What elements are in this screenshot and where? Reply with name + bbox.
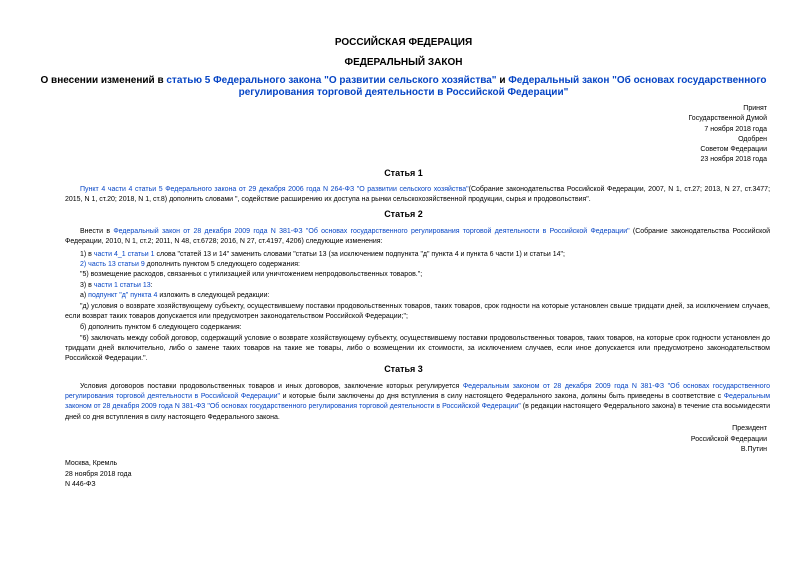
item-1-link[interactable]: части 4_1 статьи 1 xyxy=(93,251,155,258)
signature-country: Российской Федерации xyxy=(690,435,767,443)
article-3-text-1: Условия договоров поставки продовольственных товаров и иных договоров, заключение которых регулируется xyxy=(80,383,463,390)
title-prefix: О внесении изменений в xyxy=(40,75,167,86)
item-3-prefix: 3) в xyxy=(80,282,94,289)
article-1-body: (Собрание законодательства Российской Федерации, 2007, N 1, ст.27; 2013, N 27, ст.3477; 2015, N 1, ст.20; 2018, N 1, ст.8) дополнить словами ", содействие расширению их доступа на рынки сельскохозяйственной продукции, сырья и продовольствия". xyxy=(65,186,771,204)
article-3-text-3: (в редакции настоящего Федерального закона) в течение ста восьмидесяти дней со дня вступления в силу настоящего Федерального закона. xyxy=(65,403,770,421)
item-3a-link[interactable]: подпункт "д" пункта 4 xyxy=(88,292,158,299)
item-3-suffix: : xyxy=(150,282,153,289)
adoption-block xyxy=(688,104,767,166)
signature-name: В.Путин xyxy=(740,446,767,453)
item-2-link[interactable]: 2) часть 13 статьи 9 xyxy=(80,261,145,268)
title-link-agriculture-law[interactable]: статью 5 Федерального закона "О развитии сельского хозяйства" xyxy=(166,75,497,86)
adopted-date: 7 ноября 2018 года xyxy=(704,125,767,133)
law-number: N 446-ФЗ xyxy=(65,481,96,488)
article-1-text xyxy=(65,185,770,205)
item-3a-text: изложить в следующей редакции: xyxy=(157,292,270,299)
article-2-intro-prefix: Внести в xyxy=(80,228,114,235)
approved-date: 23 ноября 2018 года xyxy=(700,156,767,164)
item-3-link[interactable]: части 1 статьи 13 xyxy=(93,282,151,289)
article-2-item-2-quote: "5) возмещение расходов, связанных с утилизацией или уничтожением непродовольственных товаров."; xyxy=(80,271,423,278)
item-2-text: дополнить пунктом 5 следующего содержания: xyxy=(144,261,300,268)
country-heading: РОССИЙСКАЯ ФЕДЕРАЦИЯ xyxy=(334,37,473,48)
article-3-heading: Статья 3 xyxy=(384,364,423,374)
article-2-item-3a-quote: "д) условия о возврате хозяйствующему субъекту, осуществившему поставки продовольственных товаров, таких товаров, срок годности на которые установлен свыше тридцати дней, за исключением случаев, если возврат таких товаров допускается или предусмотрен законодательством Российской Федерации;"; xyxy=(65,303,770,321)
item-1-prefix: 1) в xyxy=(80,251,94,258)
signing-date: 28 ноября 2018 года xyxy=(65,470,132,478)
article-2-intro-link[interactable]: Федеральный закон от 28 декабря 2009 года N 381-ФЗ "Об основах государственного регулирования торговой деятельности в Российской Федерации" xyxy=(113,228,630,235)
article-2-item-3 xyxy=(80,281,153,291)
article-3-text xyxy=(65,382,770,423)
article-3-link-2[interactable]: Федеральным законом от 28 декабря 2009 года N 381-ФЗ "Об основах государственного регулирования торговой деятельности в Российской Федерации" xyxy=(65,393,770,411)
signature-block xyxy=(691,424,767,456)
article-1-heading: Статья 1 xyxy=(384,168,423,178)
place-date-block xyxy=(65,459,131,491)
article-3-link-1[interactable]: Федеральным законом от 28 декабря 2009 года N 381-ФЗ "Об основах государственного регулирования торговой деятельности в Российской Федерации" xyxy=(65,383,770,401)
article-2-heading: Статья 2 xyxy=(384,209,423,219)
item-3a-prefix: а) xyxy=(80,292,89,299)
article-3-text-2: и которые были заключены до дня вступления в силу настоящего Федерального закона, должны быть приведены в соответствие с xyxy=(280,393,724,401)
article-2-item-3b: б) дополнить пунктом 6 следующего содержания: xyxy=(80,324,242,331)
article-2-intro-text: (Собрание законодательства Российской Федерации, 2010, N 1, ст.2; 2011, N 48, ст.6728; 2016, N 27, ст.4197, 4206) следующие изменения: xyxy=(65,228,771,246)
adopted-by: Государственной Думой xyxy=(688,115,767,123)
article-2-item-3a xyxy=(80,291,269,301)
law-title xyxy=(40,75,767,99)
signature-title: Президент xyxy=(732,425,767,432)
item-1-text: слова "статей 13 и 14" заменить словами "статьи 13 (за исключением подпункта "д" пункта 4 и пункта 6 части 1) и статьи 14"; xyxy=(154,251,565,258)
article-2-intro xyxy=(65,227,770,247)
adopted-label: Принят xyxy=(743,105,767,112)
article-2-item-1 xyxy=(80,250,565,260)
law-type-heading: ФЕДЕРАЛЬНЫЙ ЗАКОН xyxy=(344,57,463,68)
title-link-trade-law[interactable]: Федеральный закон "Об основах государственного регулирования торговой деятельности в Российской Федерации" xyxy=(238,75,767,98)
approved-by: Советом Федерации xyxy=(700,146,767,154)
article-2-item-3b-quote: "6) заключать между собой договор, содержащий условие о возврате хозяйствующему субъекту, осуществившему поставки продовольственных товаров, таких товаров, на которые срок годности установлен до тридцати дней включительно, либо о замене таких товаров на такие же товары, либо о возмещении их стоимости, за исключением случаев, если иное допускается или предусмотрено законодательством Российской Федерации.". xyxy=(65,335,770,363)
approved-label: Одобрен xyxy=(738,135,767,143)
place: Москва, Кремль xyxy=(65,460,118,467)
title-mid: и xyxy=(496,75,509,86)
article-2-item-2 xyxy=(80,260,300,270)
article-1-link[interactable]: Пункт 4 части 4 статьи 5 Федерального закона от 29 декабря 2006 года N 264-ФЗ "О развитии сельского хозяйства" xyxy=(80,186,469,193)
